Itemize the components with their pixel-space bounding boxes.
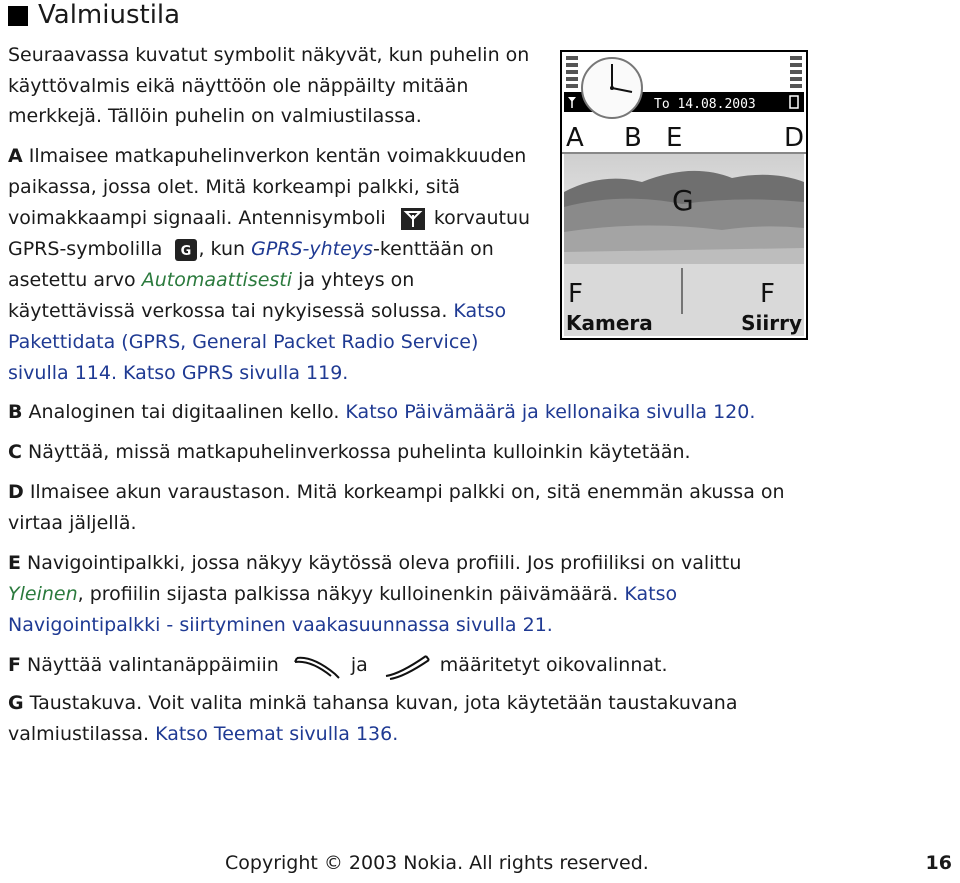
label-g: G [672, 184, 694, 217]
item-e-key: E [8, 552, 21, 574]
item-a-line-6 [8, 296, 506, 327]
item-g-text-1: Taustakuva. Voit valita minkä tahansa kuvan, jota käytetään taustakuvana [29, 692, 738, 714]
automaattisesti-term: Automaattisesti [141, 269, 293, 291]
yleinen-term: Yleinen [8, 583, 78, 605]
item-d-text-1: Ilmaisee akun varaustason. Mitä korkeampi palkki on, sitä enemmän akussa on [29, 481, 785, 503]
pakettidata-link[interactable]: Pakettidata (GPRS, General Packet Radio Service) [8, 331, 479, 353]
sivulla-114-link[interactable]: sivulla 114. Katso GPRS sivulla 119. [8, 362, 349, 384]
item-a-key: A [8, 145, 23, 167]
item-a-line-5 [8, 265, 414, 296]
left-selection-key-icon [293, 652, 343, 680]
item-a-text-4b: , kun [198, 238, 246, 260]
item-f-text-a: Näyttää valintanäppäimiin [27, 654, 279, 676]
item-c-text: Näyttää, missä matkapuhelinverkossa puhelinta kulloinkin käytetään. [28, 441, 691, 463]
item-f [8, 650, 668, 681]
gprs-yhteys-link[interactable]: GPRS-yhteys [251, 238, 373, 260]
item-a-line-3 [8, 203, 530, 234]
item-a-text-4c: -kenttään on [372, 238, 494, 260]
item-c-key: C [8, 441, 22, 463]
signal-strength-bars [566, 56, 578, 88]
gprs-icon [174, 238, 198, 262]
label-a: A [566, 123, 584, 153]
svg-text:G: G [181, 243, 192, 259]
item-b-text: Analoginen tai digitaalinen kello. [28, 401, 340, 423]
label-e: E [666, 123, 683, 153]
softkey-right: Siirry [741, 311, 802, 335]
item-a-line-4 [8, 234, 494, 265]
item-g-text-2: valmiustilassa. [8, 723, 150, 745]
phone-screen-illustration [562, 52, 806, 338]
right-selection-key-icon [382, 652, 432, 680]
item-a-text-5a: asetettu arvo [8, 269, 136, 291]
item-c [8, 437, 691, 468]
item-a-text-6a: käytettävissä verkossa tai nykyisessä solussa. [8, 300, 448, 322]
item-a-text-3a: voimakkaampi signaali. Antennisymboli [8, 207, 386, 229]
item-b [8, 397, 755, 428]
label-f-right: F [760, 279, 775, 309]
item-a-text-5b: ja yhteys on [298, 269, 415, 291]
label-f-left: F [568, 279, 583, 309]
nav-bar-date: To 14.08.2003 [654, 97, 756, 112]
item-a-line-2: paikassa, jossa olet. Mitä korkeampi palkki, sitä [8, 176, 461, 198]
item-e-text-2: , profiilin sijasta palkissa näkyy kulloinenkin päivämäärä. [77, 583, 619, 605]
section-heading [8, 0, 180, 30]
item-a-text-3b: korvautuu [433, 207, 531, 229]
label-d: D [784, 123, 805, 153]
item-e-line-2 [8, 579, 677, 610]
page-number: 16 [925, 852, 952, 874]
katso-link-e[interactable]: Katso [624, 583, 678, 605]
item-d-line-1 [8, 477, 785, 508]
intro-line-3: merkkejä. Tällöin puhelin on valmiustilassa. [8, 105, 422, 127]
katso-link[interactable]: Katso [453, 300, 507, 322]
item-b-key: B [8, 401, 23, 423]
intro-line-1: Seuraavassa kuvatut symbolit näkyvät, kun puhelin on [8, 44, 530, 66]
navigointipalkki-link[interactable]: Navigointipalkki - siirtyminen vaakasuunnassa sivulla 21. [8, 614, 553, 636]
item-a-text-4a: GPRS-symbolilla [8, 238, 163, 260]
paivamaara-link[interactable]: Katso Päivämäärä ja kellonaika sivulla 120. [345, 401, 756, 423]
teemat-link[interactable]: Katso Teemat sivulla 136. [155, 723, 399, 745]
softkey-left: Kamera [566, 311, 653, 335]
item-f-text-b: ja [350, 654, 368, 676]
analog-clock [582, 58, 642, 118]
item-d-line-2: virtaa jäljellä. [8, 512, 137, 534]
copyright-footer: Copyright © 2003 Nokia. All rights reserved. [225, 852, 649, 874]
item-g-line-1 [8, 688, 737, 719]
item-e-line-1 [8, 548, 741, 579]
label-b: B [624, 123, 642, 153]
item-e-text-1: Navigointipalkki, jossa näkyy käytössä oleva profiili. Jos profiiliksi on valittu [27, 552, 742, 574]
battery-level-bars [790, 56, 802, 88]
item-f-key: F [8, 654, 21, 676]
item-g-line-2 [8, 719, 398, 750]
heading-bullet-icon [8, 6, 28, 26]
item-a-line-1 [8, 141, 526, 172]
item-d-key: D [8, 481, 24, 503]
antenna-icon [400, 207, 426, 231]
phone-standby-screen [560, 50, 808, 340]
item-a-text-1: Ilmaisee matkapuhelinverkon kentän voimakkuuden [28, 145, 527, 167]
heading-text: Valmiustila [38, 0, 181, 30]
item-g-key: G [8, 692, 24, 714]
intro-line-2: käyttövalmis eikä näyttöön ole näppäilty mitään [8, 75, 469, 97]
item-f-text-c: määritetyt oikovalinnat. [439, 654, 668, 676]
